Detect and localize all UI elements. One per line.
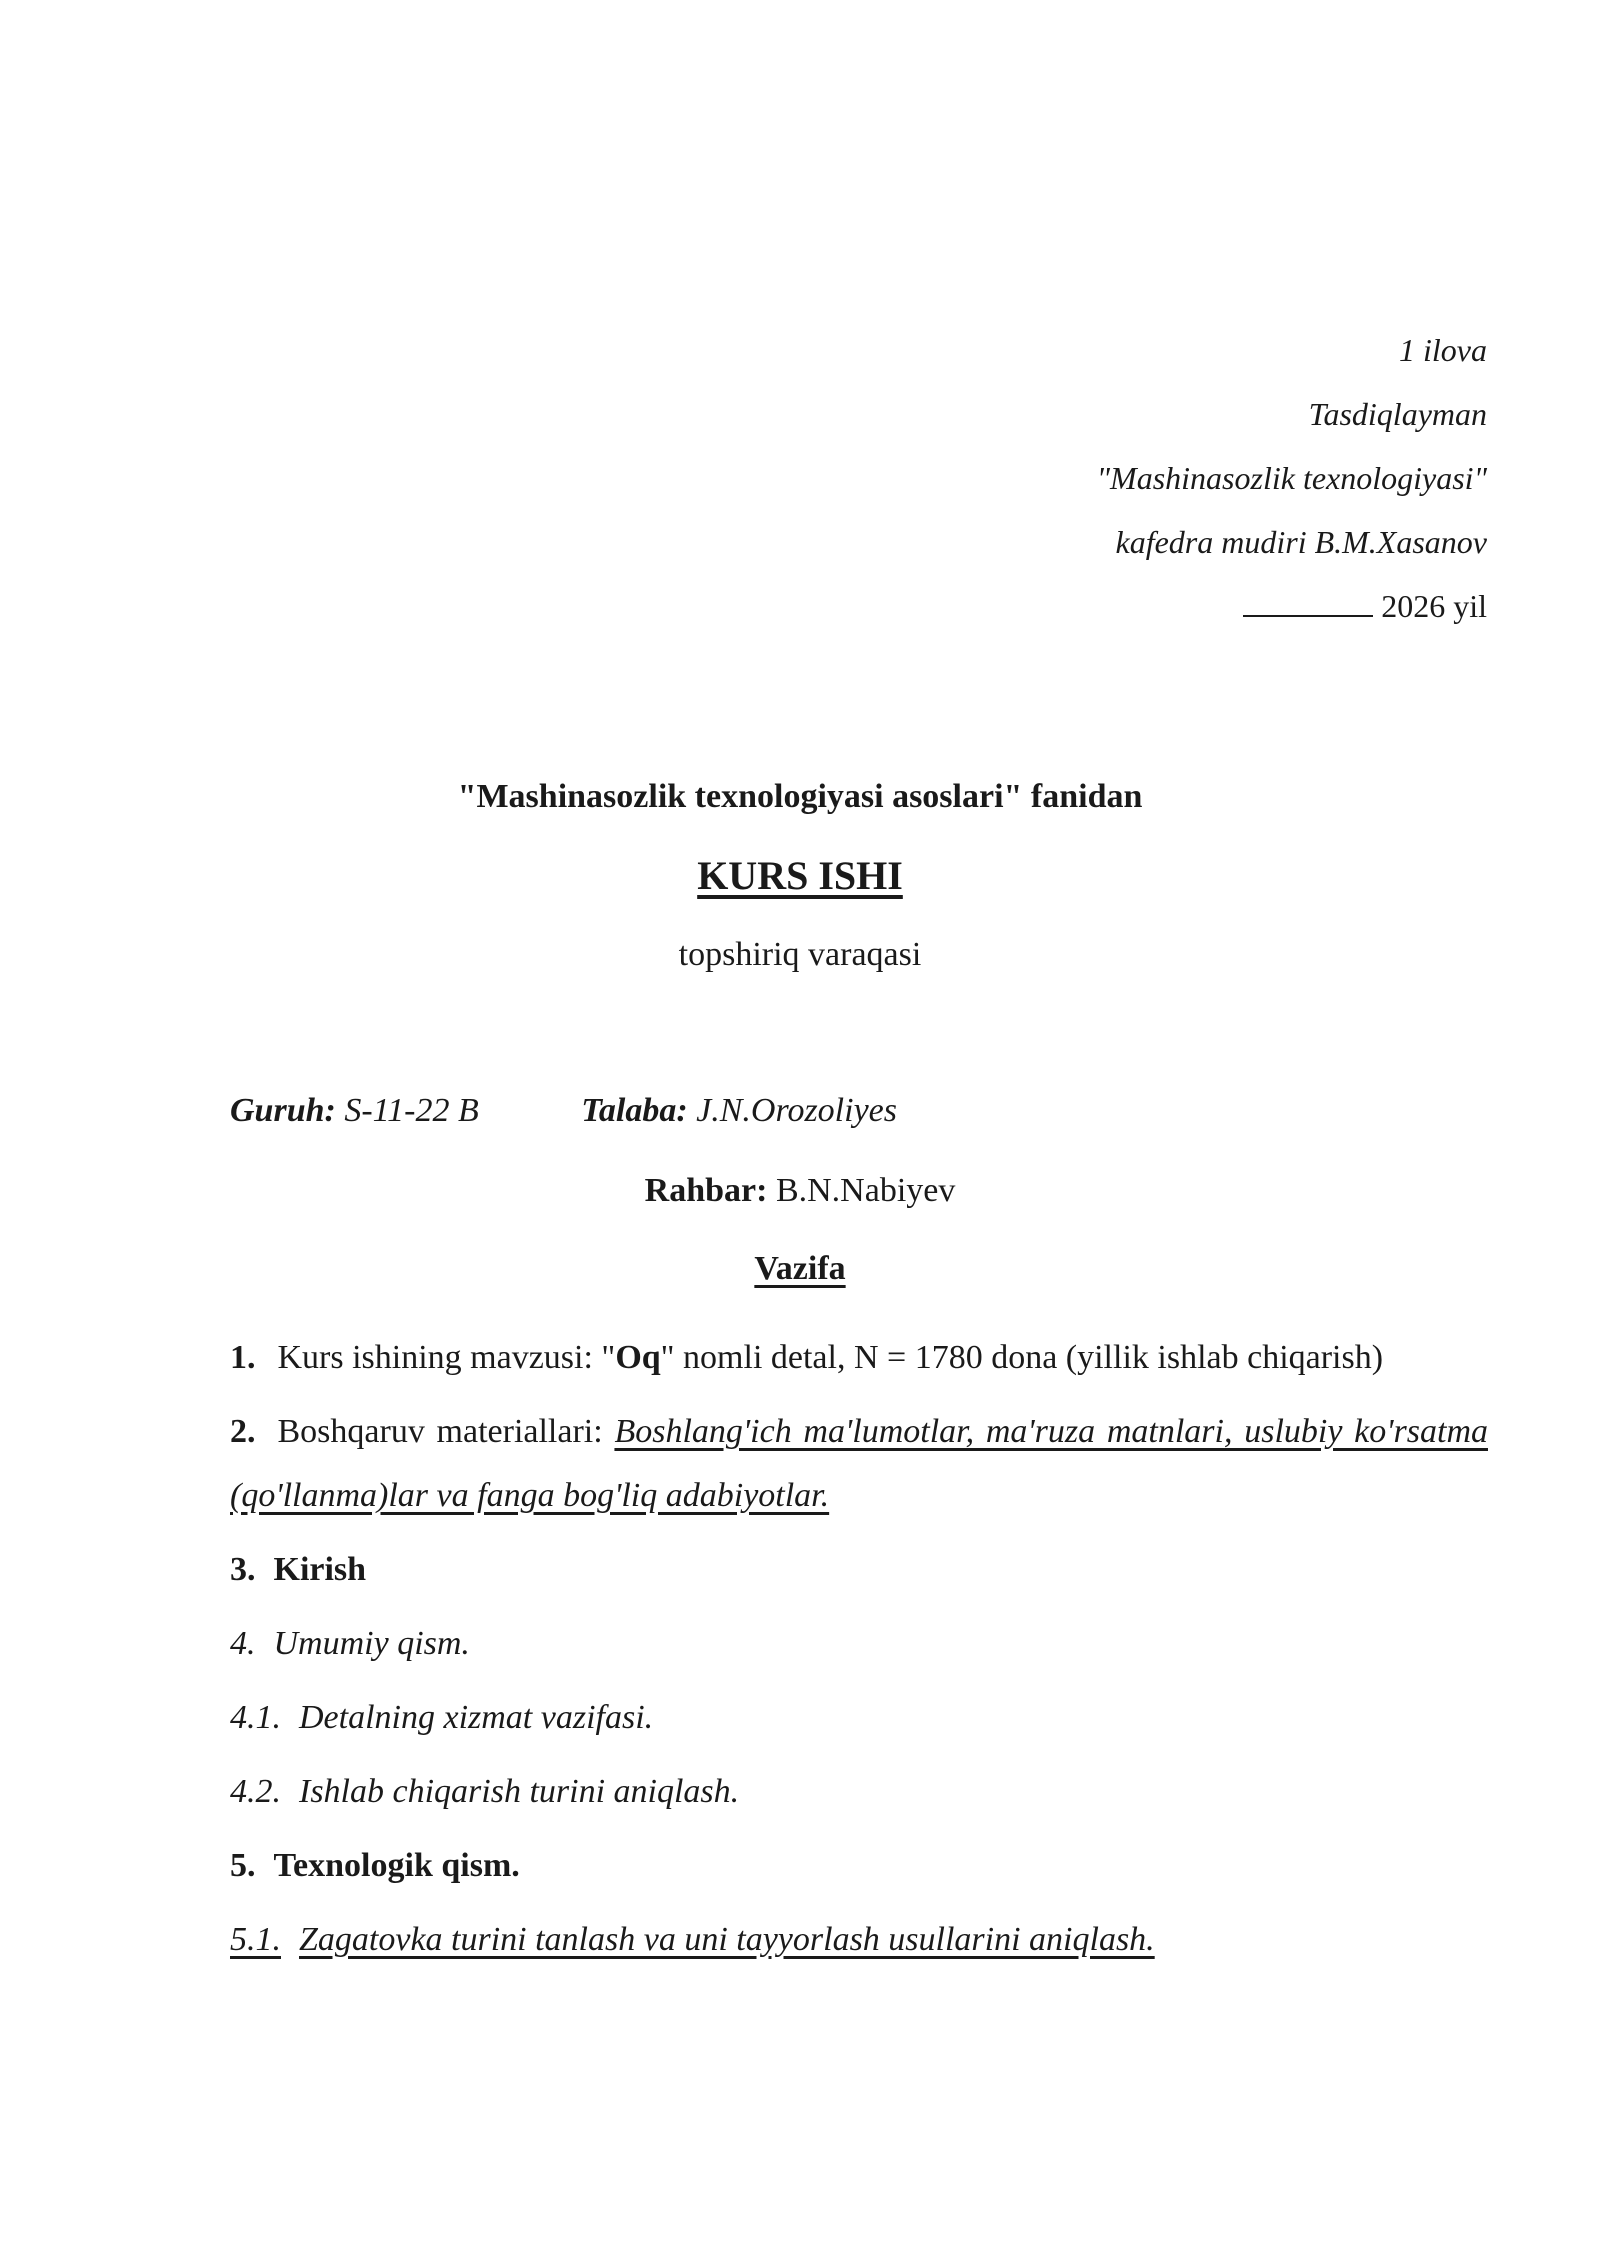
task-item-5 [230,1834,1488,1898]
appendix-label: 1 ilova [1399,332,1487,368]
task-item-text: Texnologik qism. [273,1847,520,1884]
task-item-4-2 [230,1760,1488,1824]
task-item-text: Detalning xizmat vazifasi. [299,1699,654,1736]
task-heading: Vazifa [754,1250,846,1287]
task-item-2 [230,1400,1488,1528]
task-item-number: 3. [230,1551,256,1588]
date-blank-line [1243,591,1373,617]
task-item-text: " nomli detal, N = 1780 dona (yillik ishlab chiqarish) [660,1339,1384,1376]
document-title: KURS ISHI [697,853,903,898]
task-item-number: 5.1. [230,1921,281,1958]
subject-title: "Mashinasozlik texnologiyasi asoslari" fanidan [457,778,1143,815]
approval-year: 2026 yil [1381,588,1487,624]
supervisor-label: Rahbar: [644,1172,768,1209]
document-subtitle: topshiriq varaqasi [678,936,922,973]
supervisor-value: B.N.Nabiyev [775,1172,956,1209]
task-item-number: 1. [230,1339,256,1376]
detail-name: Oq [615,1339,661,1376]
task-item-number: 4. [230,1625,256,1662]
department-name: "Mashinasozlik texnologiyasi" [1096,460,1487,496]
materials-list: Boshlang'ich ma'lumotlar, ma'ruza matnlari, uslubiy ko'rsatma (qo'llanma)lar va fanga bog'liq adabiyotlar. [230,1413,1488,1514]
task-list [230,1326,1488,1982]
task-item-3 [230,1538,1488,1602]
task-item-number: 2. [230,1413,256,1450]
student-label: Talaba: [581,1092,688,1129]
task-item-number: 4.2. [230,1773,281,1810]
student-value: J.N.Orozoliyes [696,1092,897,1129]
approval-block [1097,318,1487,638]
group-student-line [230,1092,897,1130]
task-item-text: Kurs ishining mavzusi: " [277,1339,616,1376]
group-label: Guruh: [230,1092,336,1129]
task-item-1 [230,1326,1488,1390]
task-item-text: Umumiy qism. [273,1625,470,1662]
task-item-5-1 [230,1908,1488,1972]
task-item-text: Zagatovka turini tanlash va uni tayyorlash usullarini aniqlash. [299,1921,1155,1958]
approval-date [1097,574,1487,638]
supervisor-line [0,1172,1600,1210]
task-item-number: 5. [230,1847,256,1884]
task-item-4-1 [230,1686,1488,1750]
task-item-number: 4.1. [230,1699,281,1736]
task-item-5-1-underlined [230,1921,1155,1958]
department-head: kafedra mudiri B.M.Xasanov [1115,524,1487,560]
approve-label: Tasdiqlayman [1308,396,1487,432]
task-item-text: Boshqaruv materiallari: [277,1413,615,1450]
task-item-4 [230,1612,1488,1676]
group-value: S-11-22 B [344,1092,479,1129]
task-item-text: Ishlab chiqarish turini aniqlash. [299,1773,740,1810]
task-item-text: Kirish [273,1551,367,1588]
